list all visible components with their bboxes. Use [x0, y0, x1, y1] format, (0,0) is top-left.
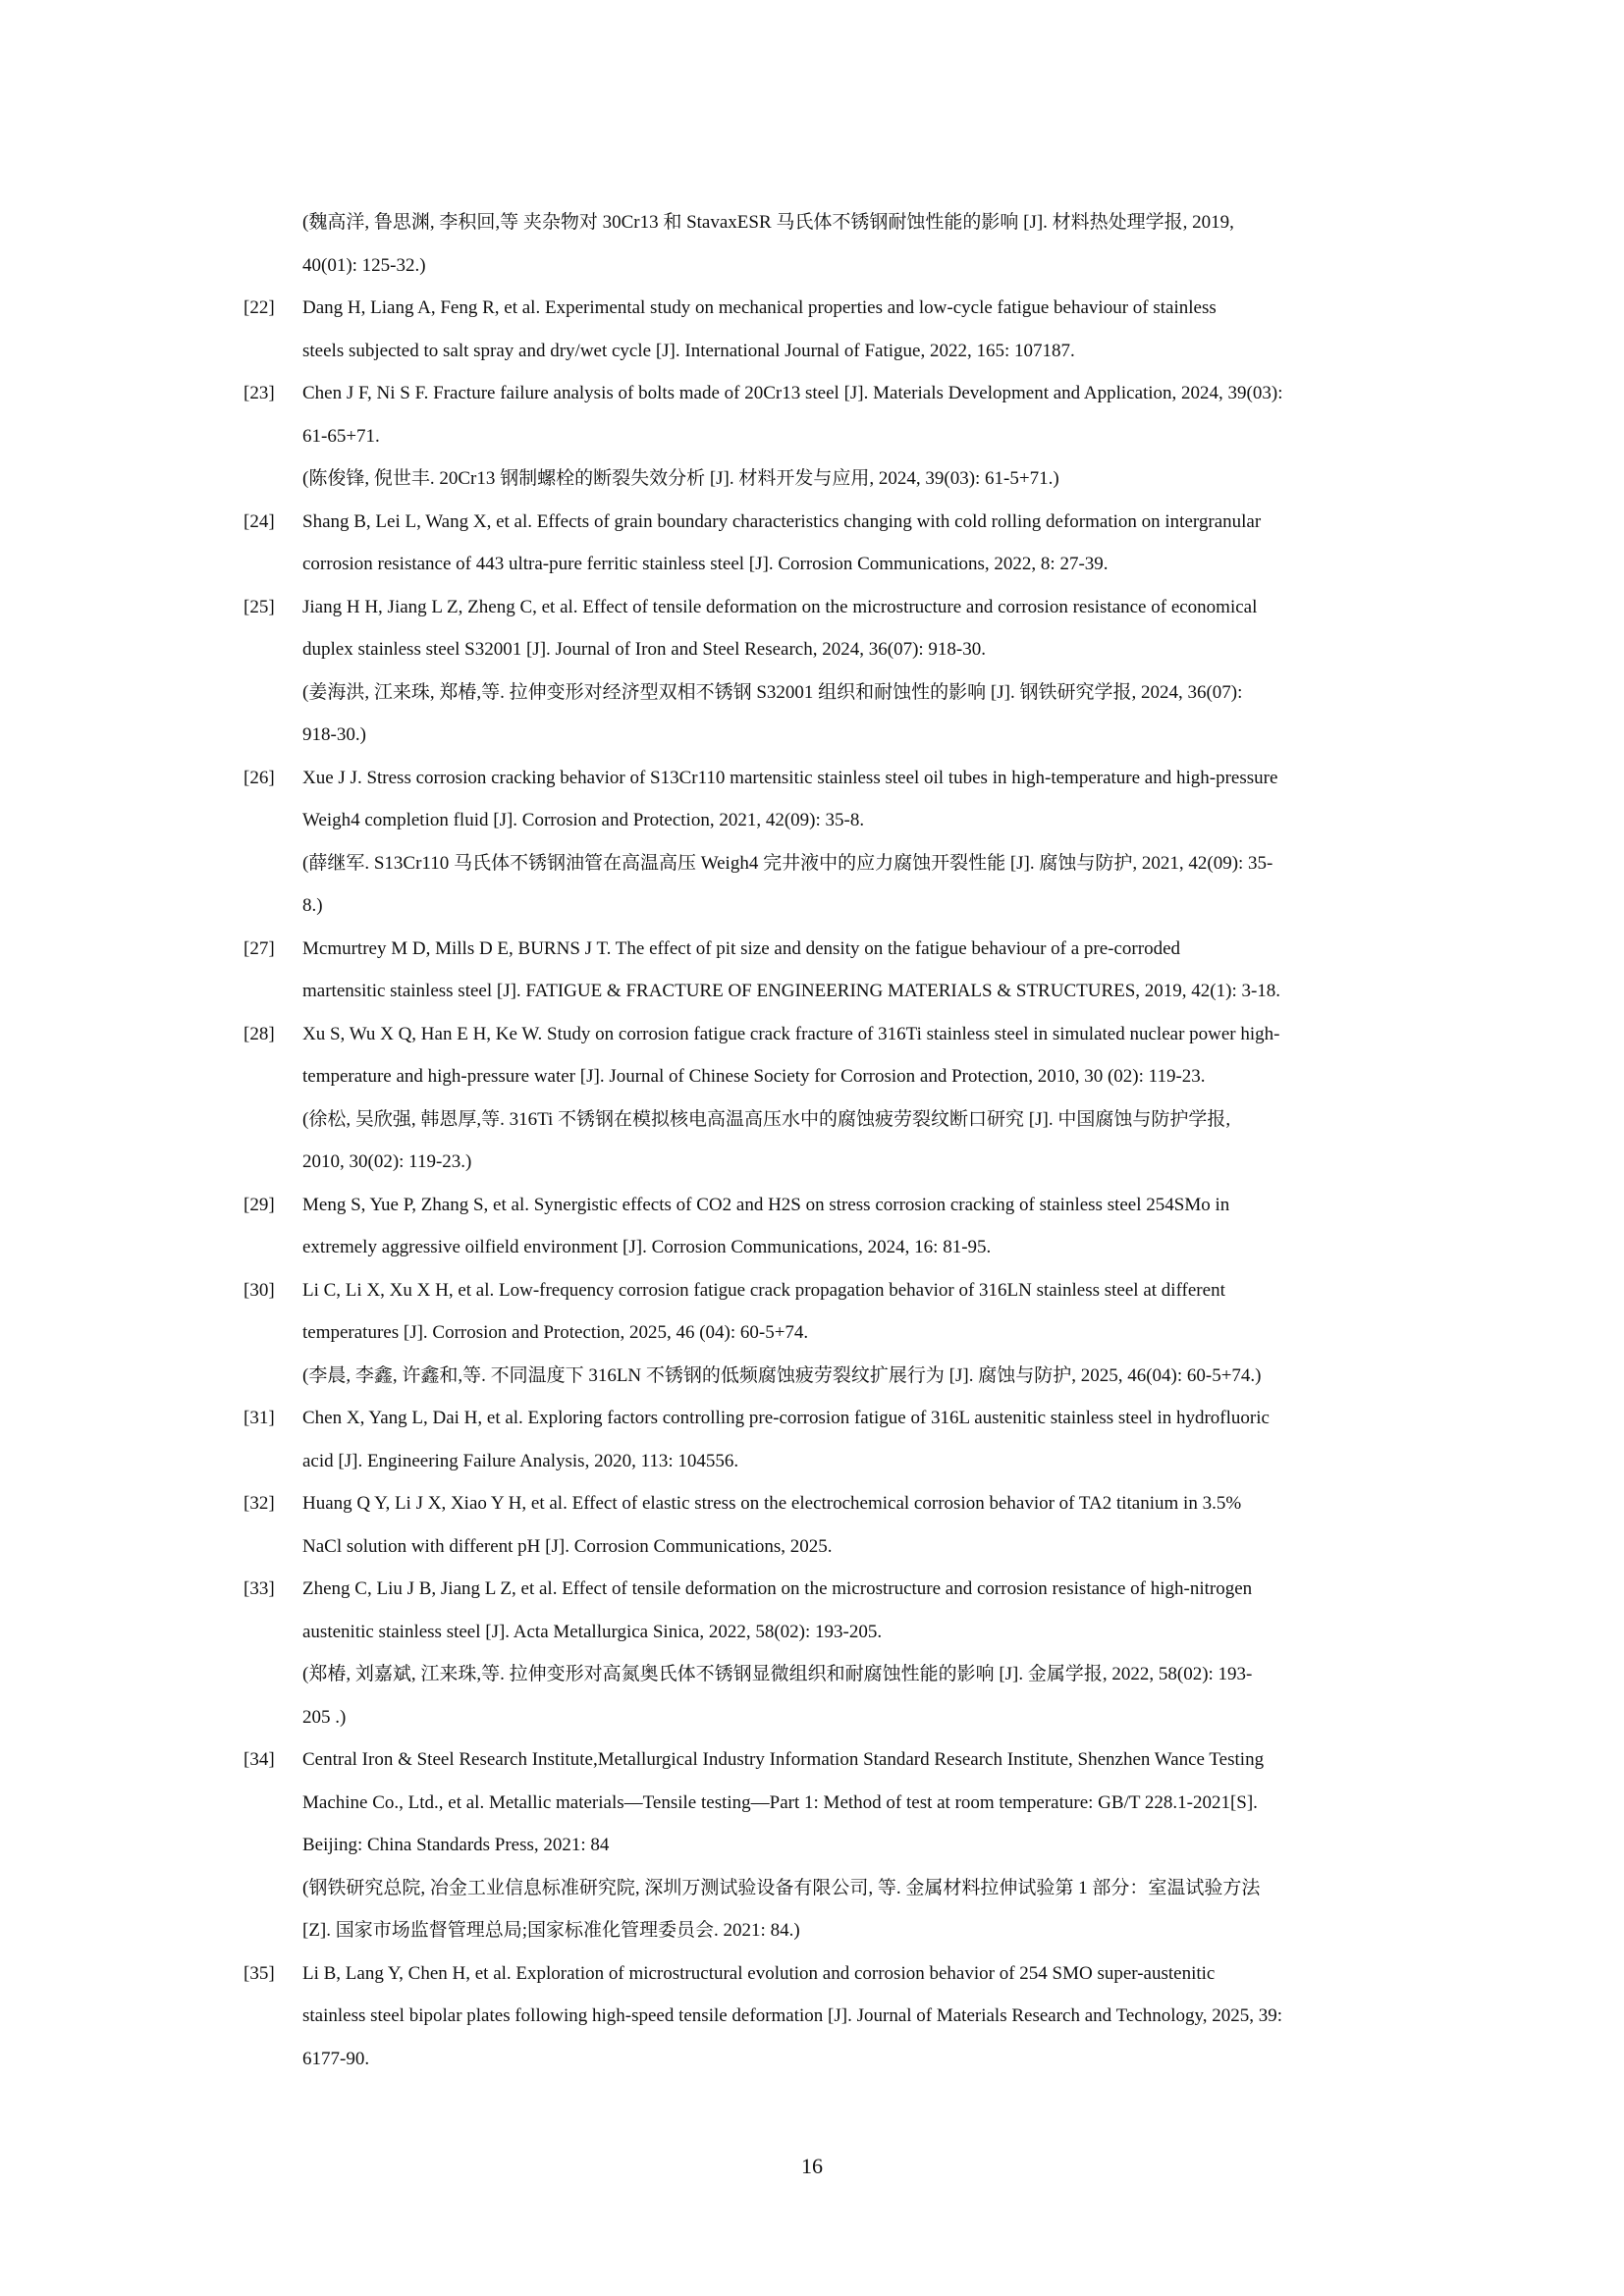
reference-list — [244, 201, 1382, 2080]
reference-line: Xue J J. Stress corrosion cracking behavior of S13Cr110 martensitic stainless steel oil tubes in high-temperature and high-pressure — [302, 767, 1278, 788]
reference-line: temperatures [J]. Corrosion and Protection, 2025, 46 (04): 60-5+74. — [302, 1322, 809, 1343]
reference-line: Shang B, Lei L, Wang X, et al. Effects of grain boundary characteristics changing with cold rolling deformation on intergranular — [302, 510, 1262, 532]
reference-number: [29] — [244, 1194, 275, 1215]
reference-line: Li C, Li X, Xu X H, et al. Low-frequency corrosion fatigue crack propagation behavior of 316LN stainless steel at different — [302, 1279, 1225, 1301]
reference-item — [244, 1269, 1382, 1398]
reference-line: Weigh4 completion fluid [J]. Corrosion and Protection, 2021, 42(09): 35-8. — [302, 810, 865, 830]
reference-line: Zheng C, Liu J B, Jiang L Z, et al. Effect of tensile deformation on the microstructure and corrosion resistance of high-nitrogen — [302, 1578, 1253, 1599]
reference-line: Chen J F, Ni S F. Fracture failure analysis of bolts made of 20Cr13 steel [J]. Materials Development and Application, 2024, 39(03): — [302, 383, 1283, 403]
reference-line: 918-30.) — [302, 724, 366, 745]
reference-line: (徐松, 吴欣强, 韩恩厚,等. 316Ti 不锈钢在模拟核电高温高压水中的腐蚀疲劳裂纹断口研究 [J]. 中国腐蚀与防护学报, — [302, 1108, 1231, 1130]
reference-number: [32] — [244, 1493, 275, 1514]
reference-number: [28] — [244, 1023, 275, 1044]
reference-item — [244, 586, 1382, 757]
reference-number: [23] — [244, 383, 275, 403]
reference-line: corrosion resistance of 443 ultra-pure ferritic stainless steel [J]. Corrosion Communications, 2022, 8: 27-39. — [302, 554, 1109, 574]
reference-item — [244, 928, 1382, 1013]
reference-number: [26] — [244, 767, 275, 788]
reference-item — [244, 1482, 1382, 1568]
reference-line: 8.) — [302, 895, 323, 916]
reference-line: steels subjected to salt spray and dry/wet cycle [J]. International Journal of Fatigue, 2022, 165: 107187. — [302, 340, 1075, 361]
reference-item — [244, 757, 1382, 928]
reference-item — [244, 1952, 1382, 2081]
reference-item — [244, 1013, 1382, 1184]
reference-line: Chen X, Yang L, Dai H, et al. Exploring factors controlling pre-corrosion fatigue of 316L austenitic stainless steel in hydrofluoric — [302, 1408, 1270, 1428]
reference-item — [244, 287, 1382, 372]
reference-line: temperature and high-pressure water [J]. Journal of Chinese Society for Corrosion and Protection, 2010, 30 (02): 119-23. — [302, 1066, 1206, 1087]
reference-item — [244, 372, 1382, 501]
reference-item — [244, 1738, 1382, 1952]
reference-line: Xu S, Wu X Q, Han E H, Ke W. Study on corrosion fatigue crack fracture of 316Ti stainless steel in simulated nuclear power high- — [302, 1023, 1280, 1044]
reference-line: (钢铁研究总院, 冶金工业信息标准研究院, 深圳万测试验设备有限公司, 等. 金属材料拉伸试验第 1 部分：室温试验方法 — [302, 1877, 1261, 1898]
reference-line: Central Iron & Steel Research Institute,Metallurgical Industry Information Standard Research Institute, Shenzhen Wance Testing — [302, 1749, 1265, 1770]
reference-item — [244, 1397, 1382, 1482]
reference-number: [30] — [244, 1279, 275, 1301]
reference-line: Beijing: China Standards Press, 2021: 84 — [302, 1835, 610, 1855]
reference-number: [27] — [244, 937, 275, 959]
reference-line: acid [J]. Engineering Failure Analysis, 2020, 113: 104556. — [302, 1450, 739, 1471]
reference-line: (陈俊锋, 倪世丰. 20Cr13 钢制螺栓的断裂失效分析 [J]. 材料开发与应用, 2024, 39(03): 61-5+71.) — [302, 468, 1059, 489]
reference-line: Li B, Lang Y, Chen H, et al. Exploration of microstructural evolution and corrosion behavior of 254 SMO super-austenitic — [302, 1962, 1216, 1984]
reference-line: (魏高洋, 鲁思渊, 李积回,等 夹杂物对 30Cr13 和 StavaxESR 马氏体不锈钢耐蚀性能的影响 [J]. 材料热处理学报, 2019, — [302, 212, 1234, 233]
page-number: 16 — [801, 2154, 823, 2178]
reference-line: austenitic stainless steel [J]. Acta Metallurgica Sinica, 2022, 58(02): 193-205. — [302, 1621, 883, 1642]
reference-line: 2010, 30(02): 119-23.) — [302, 1151, 472, 1172]
reference-line: 61-65+71. — [302, 425, 380, 447]
reference-line: 6177-90. — [302, 2048, 370, 2069]
reference-number: [25] — [244, 596, 275, 617]
reference-line: Mcmurtrey M D, Mills D E, BURNS J T. The effect of pit size and density on the fatigue behaviour of a pre-corroded — [302, 937, 1181, 959]
reference-item — [244, 1184, 1382, 1269]
reference-item — [244, 1568, 1382, 1738]
reference-line: (郑椿, 刘嘉斌, 江来珠,等. 拉伸变形对高氮奥氏体不锈钢显微组织和耐腐蚀性能的影响 [J]. 金属学报, 2022, 58(02): 193- — [302, 1664, 1253, 1684]
reference-line: stainless steel bipolar plates following high-speed tensile deformation [J]. Journal of Materials Research and Technology, 2025, 39: — [302, 2005, 1283, 2026]
reference-number: [33] — [244, 1578, 275, 1599]
reference-line: (李晨, 李鑫, 许鑫和,等. 不同温度下 316LN 不锈钢的低频腐蚀疲劳裂纹扩展行为 [J]. 腐蚀与防护, 2025, 46(04): 60-5+74.) — [302, 1364, 1262, 1386]
reference-line: NaCl solution with different pH [J]. Corrosion Communications, 2025. — [302, 1535, 833, 1557]
reference-number: [31] — [244, 1408, 275, 1428]
reference-line: Machine Co., Ltd., et al. Metallic materials—Tensile testing—Part 1: Method of test at room temperature: GB/T 228.1-2021[S]. — [302, 1791, 1258, 1813]
reference-number: [34] — [244, 1749, 275, 1770]
reference-line: Huang Q Y, Li J X, Xiao Y H, et al. Effect of elastic stress on the electrochemical corrosion behavior of TA2 titanium in 3.5% — [302, 1493, 1242, 1514]
reference-line: duplex stainless steel S32001 [J]. Journal of Iron and Steel Research, 2024, 36(07): 918-30. — [302, 639, 987, 660]
reference-number: [35] — [244, 1962, 275, 1984]
reference-line: extremely aggressive oilfield environment [J]. Corrosion Communications, 2024, 16: 81-95. — [302, 1237, 992, 1257]
reference-line: martensitic stainless steel [J]. FATIGUE & FRACTURE OF ENGINEERING MATERIALS & STRUCTURES, 2019, 42(1): 3-18. — [302, 981, 1281, 1001]
reference-line: Jiang H H, Jiang L Z, Zheng C, et al. Effect of tensile deformation on the microstructure and corrosion resistance of economical — [302, 596, 1258, 617]
reference-line: 40(01): 125-32.) — [302, 254, 426, 276]
reference-item — [244, 201, 1382, 287]
reference-number: [22] — [244, 297, 275, 318]
reference-number: [24] — [244, 510, 275, 532]
reference-line: [Z]. 国家市场监督管理总局;国家标准化管理委员会. 2021: 84.) — [302, 1920, 800, 1941]
reference-line: Meng S, Yue P, Zhang S, et al. Synergistic effects of CO2 and H2S on stress corrosion cracking of stainless steel 254SMo in — [302, 1194, 1230, 1215]
reference-line: (薛继军. S13Cr110 马氏体不锈钢油管在高温高压 Weigh4 完井液中的应力腐蚀开裂性能 [J]. 腐蚀与防护, 2021, 42(09): 35- — [302, 852, 1273, 874]
reference-line: Dang H, Liang A, Feng R, et al. Experimental study on mechanical properties and low-cycle fatigue behaviour of stainless — [302, 297, 1217, 318]
reference-item — [244, 501, 1382, 586]
reference-line: (姜海洪, 江来珠, 郑椿,等. 拉伸变形对经济型双相不锈钢 S32001 组织和耐蚀性的影响 [J]. 钢铁研究学报, 2024, 36(07): — [302, 681, 1243, 703]
reference-line: 205 .) — [302, 1706, 347, 1728]
